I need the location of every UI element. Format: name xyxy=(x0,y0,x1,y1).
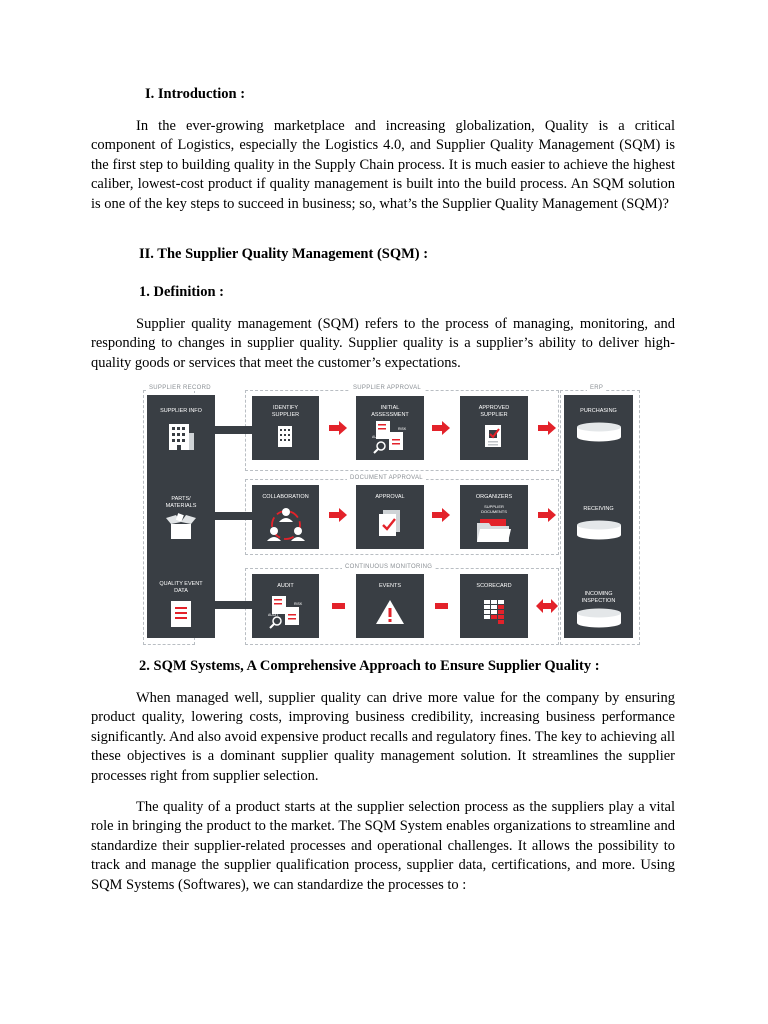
approved-document-icon xyxy=(482,423,506,449)
dash-connector xyxy=(332,603,345,609)
database-icon xyxy=(576,608,622,628)
approved-supplier-box xyxy=(460,396,528,460)
intro-heading: I. Introduction : xyxy=(145,86,246,102)
audit-tag: AUDIT xyxy=(372,435,383,439)
approval-label: APPROVAL xyxy=(375,494,405,500)
scorecard-grid-icon xyxy=(483,599,505,625)
audit-box xyxy=(252,574,319,638)
approval-box xyxy=(356,485,424,549)
organizers-label: ORGANIZERS xyxy=(475,494,513,500)
systems-paragraph-1: When managed well, supplier quality can drive more value for the company by ensuring product quality, lowering costs, improving business credibility, increasing business performance significantly. And also avoid expensive product recalls and regulatory fines. The key to achieving all these objectives is a dominant supplier quality management solution. It streamlines the supplier processes right from supplier selection. xyxy=(91,690,675,784)
warning-icon xyxy=(375,598,405,626)
sqm-process-diagram xyxy=(142,383,642,645)
sqm-heading: II. The Supplier Quality Management (SQM) : xyxy=(139,246,429,262)
systems-heading: 2. SQM Systems, A Comprehensive Approach to Ensure Supplier Quality : xyxy=(139,658,600,674)
database-icon xyxy=(576,520,622,540)
section-label-supplier-approval: SUPPLIER APPROVAL xyxy=(350,385,424,391)
arrow-right-icon xyxy=(329,421,347,435)
identify-supplier-box xyxy=(252,396,319,460)
section-label-erp: ERP xyxy=(587,385,606,391)
risk-tag: RISK xyxy=(294,602,303,606)
section-label-continuous-monitoring: CONTINUOUS MONITORING xyxy=(342,564,435,570)
systems-paragraph-2: The quality of a product starts at the supplier selection process as the suppliers play a vital role in bringing the product to the market. The SQM System enables organizations to streamline and standardize their supplier-related processes and operational challenges. It allows the possibility to track and manage the supplier qualification process, supplier data, certifications, and more. Using SQM Systems (Softwares), we can standardize the processes to : xyxy=(91,799,675,893)
collaboration-box xyxy=(252,485,319,549)
events-box xyxy=(356,574,424,638)
initial-assessment-box xyxy=(356,396,424,460)
scorecard-label: SCORECARD xyxy=(476,583,512,589)
open-box-icon xyxy=(166,512,196,540)
collaboration-icon xyxy=(265,504,307,546)
connector-row1 xyxy=(215,426,252,434)
initial-assessment-label: INITIAL ASSESSMENT xyxy=(371,405,409,418)
approved-supplier-label: APPROVED SUPPLIER xyxy=(478,405,510,418)
erp-column xyxy=(564,395,633,638)
quality-event-data-label: QUALITY EVENT DATA xyxy=(159,581,203,594)
audit-tag: AUDIT xyxy=(268,613,279,617)
section-label-supplier-record: SUPPLIER RECORD xyxy=(146,385,214,391)
folder-icon xyxy=(476,517,512,543)
scorecard-box xyxy=(460,574,528,638)
document-icon xyxy=(169,600,193,628)
definition-heading: 1. Definition : xyxy=(139,284,224,300)
building-icon xyxy=(276,424,296,448)
supplier-info-label: SUPPLIER INFO xyxy=(160,408,202,414)
risk-tag: RISK xyxy=(398,427,407,431)
arrow-right-icon xyxy=(538,508,556,522)
supplier-documents-label: SUPPLIER DOCUMENTS xyxy=(481,504,507,514)
identify-supplier-label: IDENTIFY SUPPLIER xyxy=(271,405,300,418)
parts-materials-label: PARTS/ MATERIALS xyxy=(165,496,197,509)
approval-document-icon xyxy=(376,509,404,539)
intro-paragraph: In the ever-growing marketplace and increasing globalization, Quality is a critical component of Logistics, especially the Logistics 4.0, and Supplier Quality Management (SQM) is the first step to building quality in the Supply Chain process. It is much easier to achieve the highest caliber, lowest-cost product if quality management is built into the build process. An SQM solution is one of the key steps to succeed in business; so, what’s the Supplier Quality Management (SQM)? xyxy=(91,118,675,212)
database-icon xyxy=(576,422,622,442)
purchasing-label: PURCHASING xyxy=(580,408,617,414)
organizers-box xyxy=(460,485,528,549)
audit-label: AUDIT xyxy=(277,583,294,589)
arrow-right-icon xyxy=(329,508,347,522)
events-label: EVENTS xyxy=(378,583,401,589)
connector-row2 xyxy=(215,512,252,520)
arrow-right-icon xyxy=(432,421,450,435)
arrow-right-icon xyxy=(432,508,450,522)
receiving-label: RECEIVING xyxy=(583,506,614,512)
supplier-record-column xyxy=(147,395,215,638)
incoming-inspection-label: INCOMING INSPECTION xyxy=(581,591,616,604)
definition-paragraph: Supplier quality management (SQM) refers to the process of managing, monitoring, and responding to changes in supplier quality. Supplier quality is a supplier’s ability to deliver high-quality goods or services that meet the customer’s expectations. xyxy=(91,316,675,371)
section-label-document-approval: DOCUMENT APPROVAL xyxy=(347,475,426,481)
building-icon xyxy=(167,421,195,451)
double-arrow-icon xyxy=(536,599,558,613)
arrow-right-icon xyxy=(538,421,556,435)
collaboration-label: COLLABORATION xyxy=(262,494,309,500)
connector-row3 xyxy=(215,601,252,609)
dash-connector xyxy=(435,603,448,609)
